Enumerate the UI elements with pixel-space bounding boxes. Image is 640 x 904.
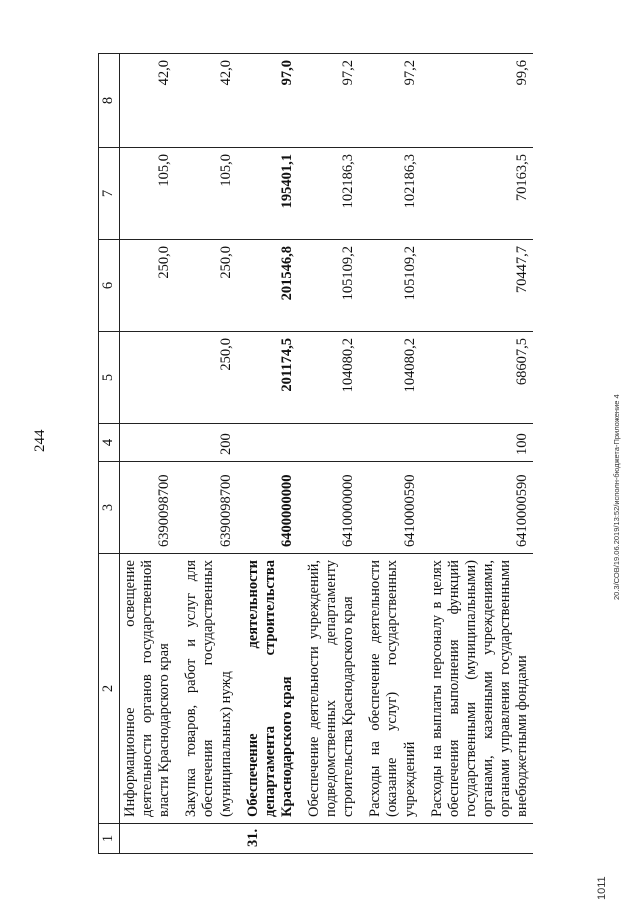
cell-c8: 97,2 [365, 54, 420, 148]
cell-c6: 250,0 [181, 240, 236, 332]
cell-c7: 105,0 [120, 148, 176, 240]
cell-name: Информационное освещение деятельности органов государственной власти Краснодарского края [120, 554, 176, 824]
cell-num [365, 824, 420, 854]
budget-table [98, 53, 533, 854]
cell-c5: 104080,2 [304, 332, 359, 424]
cell-num [120, 824, 176, 854]
col-header: 8 [99, 54, 120, 148]
table-body [120, 54, 534, 854]
cell-type [120, 424, 176, 462]
cell-c7: 105,0 [181, 148, 236, 240]
cell-c5: 104080,2 [365, 332, 420, 424]
cell-code: 6400000000 [243, 462, 298, 554]
cell-num [427, 824, 534, 854]
cell-c5: 250,0 [181, 332, 236, 424]
cell-c5: 68607,5 [427, 332, 534, 424]
cell-name: Расходы на выплаты персоналу в целях обеспечения выполнения функций государственными (муниципальными) органами, казенными учреждениями, органами управления государственными внебюджетными фондами [427, 554, 534, 824]
col-header: 5 [99, 332, 120, 424]
footer-note: 20.3/СОВ/19.06.2019/13:52/исполн-бюджета-Приложение 4 [612, 394, 621, 600]
cell-name: Закупка товаров, работ и услуг для обеспечения государственных (муниципальных) нужд [181, 554, 236, 824]
cell-name: Обеспечение деятельности департамента строительства Краснодарского края [243, 554, 298, 824]
cell-c7: 195401,1 [243, 148, 298, 240]
cell-c7: 70163,5 [427, 148, 534, 240]
col-header: 6 [99, 240, 120, 332]
col-header: 1 [99, 824, 120, 854]
cell-c8: 97,0 [243, 54, 298, 148]
cell-type [243, 424, 298, 462]
cell-code: 6390098700 [120, 462, 176, 554]
cell-c7: 102186,3 [365, 148, 420, 240]
col-header: 3 [99, 462, 120, 554]
table-row [181, 54, 236, 854]
cell-c8: 42,0 [120, 54, 176, 148]
table-row [243, 54, 298, 854]
table-row [304, 54, 359, 854]
cell-c5: 201174,5 [243, 332, 298, 424]
cell-code: 6410000590 [427, 462, 534, 554]
cell-c6: 105109,2 [304, 240, 359, 332]
cell-num [181, 824, 236, 854]
page-number: 244 [32, 429, 48, 452]
cell-c5 [120, 332, 176, 424]
cell-code: 6410000000 [304, 462, 359, 554]
cell-name: Расходы на обеспечение деятельности (оказание услуг) государственных учреждений [365, 554, 420, 824]
cell-code: 6390098700 [181, 462, 236, 554]
cell-type: 100 [427, 424, 534, 462]
table-row [427, 54, 534, 854]
cell-c8: 97,2 [304, 54, 359, 148]
col-header: 7 [99, 148, 120, 240]
cell-c6: 201546,8 [243, 240, 298, 332]
corner-mark: 1011 [596, 876, 608, 900]
cell-c6: 70447,7 [427, 240, 534, 332]
rotated-table-wrapper [98, 54, 622, 854]
table-row [120, 54, 176, 854]
cell-name: Обеспечение деятельности учреждений, подведомственных департаменту строительства Краснодарского края [304, 554, 359, 824]
cell-type [365, 424, 420, 462]
col-header: 2 [99, 554, 120, 824]
cell-type: 200 [181, 424, 236, 462]
cell-c8: 42,0 [181, 54, 236, 148]
table-row [365, 54, 420, 854]
cell-c6: 250,0 [120, 240, 176, 332]
header-row [99, 54, 120, 854]
cell-num [304, 824, 359, 854]
cell-num: 31. [243, 824, 298, 854]
col-header: 4 [99, 424, 120, 462]
cell-c8: 99,6 [427, 54, 534, 148]
cell-c6: 105109,2 [365, 240, 420, 332]
cell-c7: 102186,3 [304, 148, 359, 240]
cell-code: 6410000590 [365, 462, 420, 554]
cell-type [304, 424, 359, 462]
